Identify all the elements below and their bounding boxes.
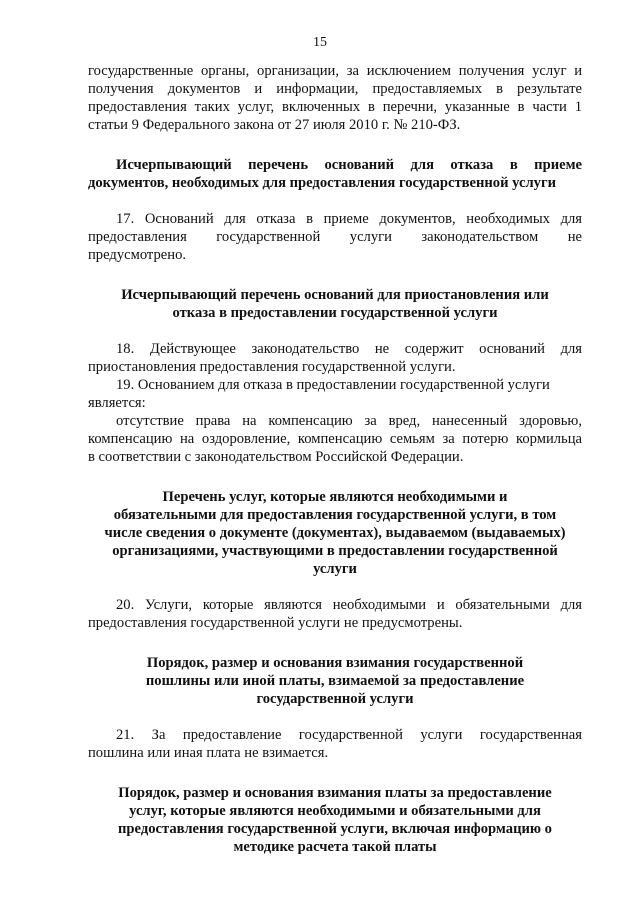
heading-line: обязательными для предоставления государственной услуги, в том — [113, 507, 557, 523]
text-line: 21. За предоставление государственной услуги государственная — [116, 727, 582, 743]
text-line: предоставления таких услуг, включенных в перечни, указанные в части 1 — [88, 99, 582, 115]
text-line: государственные органы, организации, за исключением получения услуг и — [88, 63, 582, 79]
heading-line: государственной услуги — [256, 691, 414, 707]
text-line: в соответствии с законодательством Российской Федерации. — [88, 449, 464, 465]
text-line: 18. Действующее законодательство не содержит оснований для — [116, 341, 582, 357]
paragraph-18 — [88, 340, 582, 376]
text-line: компенсацию на оздоровление, компенсацию семьям за потерю кормильца — [88, 431, 582, 447]
text-line: пошлина или иная плата не взимается. — [88, 745, 329, 761]
intro-paragraph — [88, 62, 582, 134]
text-line: является: — [88, 395, 146, 411]
page-number: 15 — [313, 35, 327, 50]
section-heading — [88, 286, 582, 322]
text-line: получения документов и информации, предоставляемых в результате — [88, 81, 582, 97]
section-heading — [88, 488, 582, 578]
paragraph-19 — [88, 376, 582, 412]
heading-line: отказа в предоставлении государственной услуги — [172, 305, 498, 321]
paragraph-20 — [88, 596, 582, 632]
heading-line: пошлины или иной платы, взимаемой за предоставление — [145, 673, 525, 689]
section-heading — [88, 654, 582, 708]
section-heading — [88, 156, 582, 192]
heading-line: документов, необходимых для предоставления государственной услуги — [88, 175, 556, 191]
heading-line: методике расчета такой платы — [233, 839, 437, 855]
heading-line: Порядок, размер и основания взимания государственной — [146, 655, 524, 671]
text-line: предоставления государственной услуги законодательством не — [88, 229, 582, 245]
heading-line: предоставления государственной услуги, включая информацию о — [118, 821, 552, 837]
text-line: предусмотрено. — [88, 247, 187, 263]
heading-line: Порядок, размер и основания взимания платы за предоставление — [118, 785, 552, 801]
paragraph-21 — [88, 726, 582, 762]
text-line: 17. Оснований для отказа в приеме документов, необходимых для — [116, 211, 582, 227]
text-line: 19. Основанием для отказа в предоставлении государственной услуги — [116, 377, 550, 393]
text-line: отсутствие права на компенсацию за вред, нанесенный здоровью, — [116, 413, 582, 429]
heading-line: организациями, участвующими в предоставлении государственной — [112, 543, 558, 559]
heading-line: Исчерпывающий перечень оснований для приостановления или — [121, 287, 549, 303]
paragraph-19-item — [88, 412, 582, 466]
document-body — [88, 62, 582, 856]
heading-line: Исчерпывающий перечень оснований для отказа в приеме — [116, 157, 582, 173]
text-line: 20. Услуги, которые являются необходимыми и обязательными для — [116, 597, 582, 613]
heading-line: услуги — [313, 561, 357, 577]
paragraph-17 — [88, 210, 582, 264]
heading-line: услуг, которые являются необходимыми и обязательными для — [129, 803, 541, 819]
heading-line: числе сведения о документе (документах), выдаваемом (выдаваемых) — [104, 525, 566, 541]
heading-line: Перечень услуг, которые являются необходимыми и — [162, 489, 508, 505]
text-line: статьи 9 Федерального закона от 27 июля 2010 г. № 210-ФЗ. — [88, 117, 461, 133]
text-line: предоставления государственной услуги не предусмотрены. — [88, 615, 463, 631]
text-line: приостановления предоставления государственной услуги. — [88, 359, 456, 375]
section-heading — [88, 784, 582, 856]
